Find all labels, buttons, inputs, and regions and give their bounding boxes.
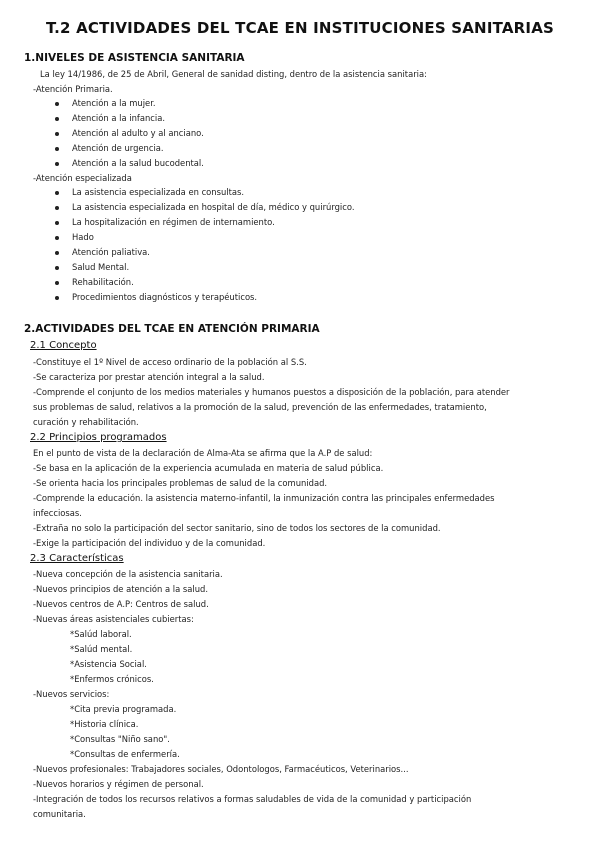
servicio-item: *Cita previa programada. [70, 704, 177, 714]
principios-line: En el punto de vista de la declaración de Alma-Ata se afirma que la A.P de salud: [33, 448, 373, 458]
bullet-icon [55, 236, 59, 240]
bullet-icon [55, 102, 59, 106]
bullet-icon [55, 132, 59, 136]
principios-line: -Se orienta hacia los principales problemas de salud de la comunidad. [33, 478, 328, 488]
area-item: *Asistencia Social. [70, 659, 147, 669]
caracteristicas-line: -Nuevos centros de A.P: Centros de salud. [33, 599, 209, 609]
bullet-icon [55, 281, 59, 285]
caracteristicas-final-line: comunitaria. [33, 809, 86, 819]
bullet-icon [55, 251, 59, 255]
caracteristicas-final-line: -Nuevos profesionales: Trabajadores sociales, Odontologos, Farmacéuticos, Veterinarios... [33, 764, 409, 774]
caracteristicas-heading: 2.3 Características [30, 553, 124, 564]
principios-line: -Exige la participación del individuo y de la comunidad. [33, 538, 266, 548]
principios-line: -Se basa en la aplicación de la experiencia acumulada en materia de salud pública. [33, 463, 384, 473]
concepto-line: -Se caracteriza por prestar atención integral a la salud. [33, 372, 265, 382]
especializada-item: Rehabilitación. [72, 277, 134, 287]
primaria-item: Atención a la salud bucodental. [72, 158, 204, 168]
especializada-item: Procedimientos diagnósticos y terapéuticos. [72, 292, 258, 302]
especializada-item: Hado [72, 232, 94, 242]
section-1-intro: La ley 14/1986, de 25 de Abril, General de sanidad disting, dentro de la asistencia sanitaria: [40, 69, 427, 79]
servicio-item: *Historia clínica. [70, 719, 139, 729]
primaria-item: Atención al adulto y al anciano. [72, 128, 204, 138]
principios-line: -Extraña no solo la participación del sector sanitario, sino de todos los sectores de la comunidad. [33, 523, 441, 533]
primaria-label: -Atención Primaria. [33, 84, 113, 94]
area-item: *Enfermos crónicos. [70, 674, 154, 684]
caracteristicas-final-line: -Nuevos horarios y régimen de personal. [33, 779, 204, 789]
area-item: *Salúd laboral. [70, 629, 132, 639]
bullet-icon [55, 296, 59, 300]
principios-line: -Comprende la educación. la asistencia materno-infantil, la inmunización contra las principales enfermedades [33, 493, 495, 503]
servicio-item: *Consultas "Niño sano". [70, 734, 170, 744]
especializada-item: La asistencia especializada en hospital de día, médico y quirúrgico. [72, 202, 355, 212]
caracteristicas-line: -Nuevos principios de atención a la salud. [33, 584, 209, 594]
especializada-item: La hospitalización en régimen de internamiento. [72, 217, 275, 227]
concepto-line: -Comprende el conjunto de los medios materiales y humanos puestos a disposición de la población, para atender [33, 387, 510, 397]
section-1-heading: 1.NIVELES DE ASISTENCIA SANITARIA [24, 52, 245, 64]
especializada-item: La asistencia especializada en consultas. [72, 187, 245, 197]
especializada-label: -Atención especializada [33, 173, 132, 183]
bullet-icon [55, 266, 59, 270]
concepto-line: sus problemas de salud, relativos a la promoción de la salud, prevención de las enfermedades, tratamiento, [33, 402, 487, 412]
concepto-line: -Constituye el 1º Nivel de acceso ordinario de la población al S.S. [33, 357, 307, 367]
primaria-item: Atención de urgencia. [72, 143, 164, 153]
bullet-icon [55, 162, 59, 166]
bullet-icon [55, 117, 59, 121]
servicios-label: -Nuevos servicios: [33, 689, 110, 699]
caracteristicas-final-line: -Integración de todos los recursos relativos a formas saludables de vida de la comunidad y participación [33, 794, 472, 804]
primaria-item: Atención a la mujer. [72, 98, 156, 108]
section-2-heading: 2.ACTIVIDADES DEL TCAE EN ATENCIÓN PRIMARIA [24, 323, 320, 335]
bullet-icon [55, 206, 59, 210]
servicio-item: *Consultas de enfermería. [70, 749, 180, 759]
document-title: T.2 ACTIVIDADES DEL TCAE EN INSTITUCIONES SANITARIAS [45, 19, 555, 37]
especializada-item: Salud Mental. [72, 262, 130, 272]
principios-line: infecciosas. [33, 508, 82, 518]
concepto-line: curación y rehabilitación. [33, 417, 139, 427]
bullet-icon [55, 147, 59, 151]
area-item: *Salúd mental. [70, 644, 133, 654]
especializada-item: Atención paliativa. [72, 247, 150, 257]
caracteristicas-line: -Nuevas áreas asistenciales cubiertas: [33, 614, 194, 624]
principios-heading: 2.2 Principios programados [30, 432, 167, 443]
bullet-icon [55, 191, 59, 195]
concepto-heading: 2.1 Concepto [30, 340, 97, 351]
caracteristicas-line: -Nueva concepción de la asistencia sanitaria. [33, 569, 223, 579]
bullet-icon [55, 221, 59, 225]
primaria-item: Atención a la infancia. [72, 113, 166, 123]
